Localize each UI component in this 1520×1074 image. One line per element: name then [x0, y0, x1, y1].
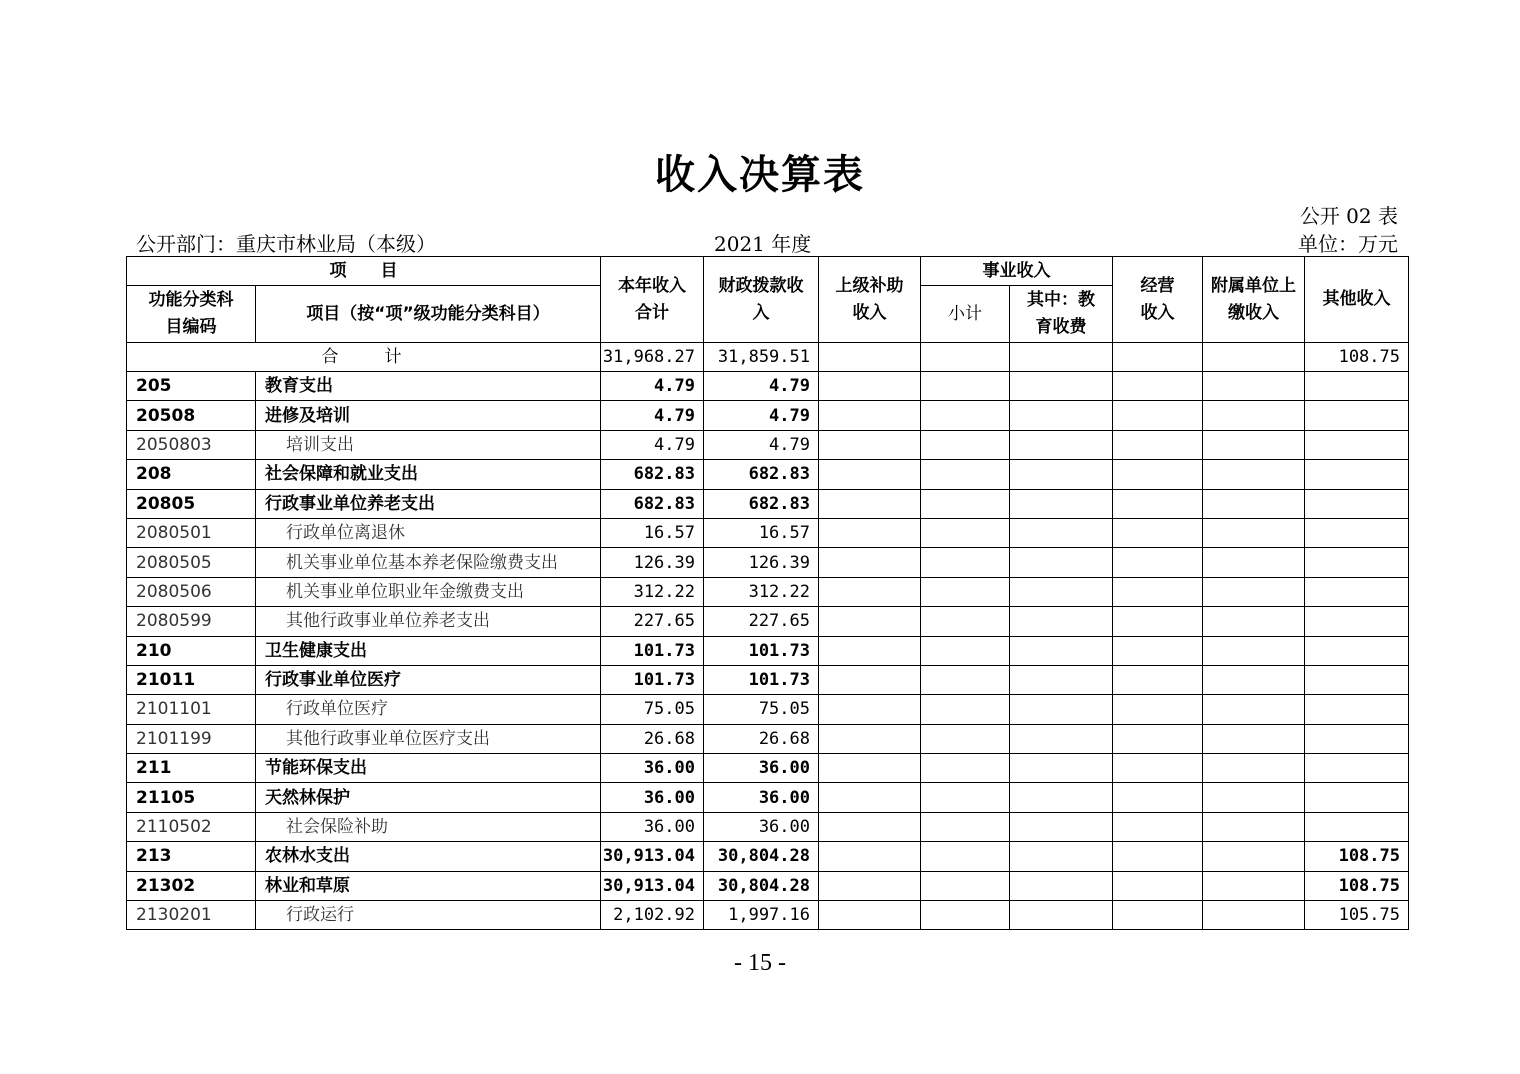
cell-fiscal: 36.00 — [704, 754, 819, 783]
cell-total: 4.79 — [601, 372, 704, 401]
table-row — [127, 577, 1409, 606]
cell-fiscal: 4.79 — [704, 372, 819, 401]
cell-total: 101.73 — [601, 665, 704, 694]
cell-subtotal — [921, 754, 1010, 783]
cell-operating — [1113, 401, 1203, 430]
table-row — [127, 754, 1409, 783]
cell-superior — [819, 901, 921, 930]
cell-other: 108.75 — [1305, 871, 1409, 900]
cell-other — [1305, 695, 1409, 724]
cell-superior — [819, 607, 921, 636]
cell-other — [1305, 401, 1409, 430]
cell-superior — [819, 695, 921, 724]
cell-superior — [819, 783, 921, 812]
cell-superior — [819, 754, 921, 783]
cell-edu-fee — [1010, 577, 1113, 606]
cell-edu-fee — [1010, 901, 1113, 930]
cell-code: 21011 — [127, 665, 256, 694]
cell-other: 108.75 — [1305, 842, 1409, 871]
cell-total: 26.68 — [601, 724, 704, 753]
cell-fiscal: 101.73 — [704, 665, 819, 694]
cell-edu-fee — [1010, 489, 1113, 518]
cell-subtotal — [921, 665, 1010, 694]
cell-total: 31,968.27 — [601, 343, 704, 372]
cell-other — [1305, 812, 1409, 841]
cell-affiliated — [1203, 871, 1305, 900]
cell-edu-fee — [1010, 607, 1113, 636]
cell-edu-fee — [1010, 695, 1113, 724]
header-total: 本年收入合计 — [601, 257, 704, 343]
cell-subtotal — [921, 430, 1010, 459]
cell-edu-fee — [1010, 518, 1113, 547]
cell-name: 社会保障和就业支出 — [256, 460, 601, 489]
cell-code: 2080599 — [127, 607, 256, 636]
cell-name: 行政单位离退休 — [256, 518, 601, 547]
unit-label: 单位：万元 — [1298, 232, 1398, 256]
cell-code: 2101101 — [127, 695, 256, 724]
cell-affiliated — [1203, 548, 1305, 577]
cell-name: 教育支出 — [256, 372, 601, 401]
cell-subtotal — [921, 401, 1010, 430]
header-subtotal: 小计 — [921, 286, 1010, 343]
cell-affiliated — [1203, 372, 1305, 401]
cell-operating — [1113, 460, 1203, 489]
cell-subtotal — [921, 783, 1010, 812]
cell-code: 210 — [127, 636, 256, 665]
cell-other — [1305, 372, 1409, 401]
cell-name: 天然林保护 — [256, 783, 601, 812]
cell-superior — [819, 401, 921, 430]
cell-affiliated — [1203, 754, 1305, 783]
cell-name: 行政事业单位医疗 — [256, 665, 601, 694]
header-operating: 经营收入 — [1113, 257, 1203, 343]
cell-subtotal — [921, 518, 1010, 547]
cell-subtotal — [921, 460, 1010, 489]
cell-name: 培训支出 — [256, 430, 601, 459]
cell-other — [1305, 607, 1409, 636]
header-name: 项目（按“项”级功能分类科目） — [256, 286, 601, 343]
cell-superior — [819, 665, 921, 694]
cell-other — [1305, 724, 1409, 753]
total-label: 合 计 — [127, 343, 601, 372]
cell-affiliated — [1203, 636, 1305, 665]
cell-superior — [819, 460, 921, 489]
cell-code: 20805 — [127, 489, 256, 518]
cell-edu-fee — [1010, 783, 1113, 812]
cell-other — [1305, 489, 1409, 518]
cell-subtotal — [921, 842, 1010, 871]
cell-subtotal — [921, 343, 1010, 372]
header-code: 功能分类科目编码 — [127, 286, 256, 343]
page-title: 收入决算表 — [655, 152, 865, 198]
cell-operating — [1113, 724, 1203, 753]
cell-affiliated — [1203, 489, 1305, 518]
cell-superior — [819, 372, 921, 401]
cell-total: 101.73 — [601, 636, 704, 665]
cell-fiscal: 1,997.16 — [704, 901, 819, 930]
cell-affiliated — [1203, 783, 1305, 812]
cell-operating — [1113, 577, 1203, 606]
cell-operating — [1113, 518, 1203, 547]
cell-fiscal: 312.22 — [704, 577, 819, 606]
cell-edu-fee — [1010, 871, 1113, 900]
page-number: - 15 - — [734, 950, 786, 976]
cell-subtotal — [921, 871, 1010, 900]
cell-edu-fee — [1010, 548, 1113, 577]
table-row — [127, 401, 1409, 430]
cell-total: 30,913.04 — [601, 871, 704, 900]
cell-superior — [819, 548, 921, 577]
table-body — [127, 343, 1409, 930]
table-row — [127, 812, 1409, 841]
cell-edu-fee — [1010, 842, 1113, 871]
cell-subtotal — [921, 812, 1010, 841]
cell-superior — [819, 489, 921, 518]
cell-superior — [819, 636, 921, 665]
cell-operating — [1113, 372, 1203, 401]
cell-edu-fee — [1010, 430, 1113, 459]
cell-fiscal: 126.39 — [704, 548, 819, 577]
cell-fiscal: 30,804.28 — [704, 871, 819, 900]
header-business: 事业收入 — [921, 257, 1113, 286]
cell-operating — [1113, 489, 1203, 518]
cell-operating — [1113, 695, 1203, 724]
cell-fiscal: 31,859.51 — [704, 343, 819, 372]
cell-superior — [819, 518, 921, 547]
cell-name: 卫生健康支出 — [256, 636, 601, 665]
cell-other — [1305, 430, 1409, 459]
cell-other — [1305, 577, 1409, 606]
cell-name: 社会保险补助 — [256, 812, 601, 841]
total-row — [127, 343, 1409, 372]
table-row — [127, 842, 1409, 871]
cell-total: 682.83 — [601, 489, 704, 518]
cell-name: 进修及培训 — [256, 401, 601, 430]
department-label: 公开部门：重庆市林业局（本级） — [136, 232, 436, 256]
cell-superior — [819, 577, 921, 606]
cell-fiscal: 227.65 — [704, 607, 819, 636]
table-row — [127, 372, 1409, 401]
cell-total: 2,102.92 — [601, 901, 704, 930]
table-row — [127, 518, 1409, 547]
cell-operating — [1113, 871, 1203, 900]
table-row — [127, 665, 1409, 694]
cell-name: 其他行政事业单位医疗支出 — [256, 724, 601, 753]
cell-affiliated — [1203, 812, 1305, 841]
cell-fiscal: 75.05 — [704, 695, 819, 724]
cell-edu-fee — [1010, 401, 1113, 430]
cell-subtotal — [921, 724, 1010, 753]
cell-total: 36.00 — [601, 812, 704, 841]
cell-superior — [819, 430, 921, 459]
fiscal-year: 2021 年度 — [714, 232, 812, 256]
cell-name: 行政事业单位养老支出 — [256, 489, 601, 518]
cell-name: 其他行政事业单位养老支出 — [256, 607, 601, 636]
cell-code: 2130201 — [127, 901, 256, 930]
cell-total: 126.39 — [601, 548, 704, 577]
cell-superior — [819, 724, 921, 753]
cell-affiliated — [1203, 518, 1305, 547]
cell-subtotal — [921, 695, 1010, 724]
header-affiliated: 附属单位上缴收入 — [1203, 257, 1305, 343]
cell-operating — [1113, 812, 1203, 841]
cell-superior — [819, 842, 921, 871]
cell-operating — [1113, 842, 1203, 871]
cell-code: 2080501 — [127, 518, 256, 547]
cell-affiliated — [1203, 430, 1305, 459]
cell-code: 2080505 — [127, 548, 256, 577]
cell-operating — [1113, 636, 1203, 665]
table-row — [127, 695, 1409, 724]
cell-fiscal: 30,804.28 — [704, 842, 819, 871]
cell-superior — [819, 343, 921, 372]
table-row — [127, 901, 1409, 930]
cell-subtotal — [921, 901, 1010, 930]
cell-name: 行政单位医疗 — [256, 695, 601, 724]
cell-affiliated — [1203, 460, 1305, 489]
cell-subtotal — [921, 548, 1010, 577]
cell-total: 16.57 — [601, 518, 704, 547]
cell-other — [1305, 754, 1409, 783]
cell-edu-fee — [1010, 372, 1113, 401]
cell-edu-fee — [1010, 724, 1113, 753]
header-edu-fee: 其中：教育收费 — [1010, 286, 1113, 343]
cell-total: 682.83 — [601, 460, 704, 489]
form-number: 公开 02 表 — [1299, 204, 1398, 228]
cell-total: 227.65 — [601, 607, 704, 636]
table-row — [127, 871, 1409, 900]
cell-other — [1305, 548, 1409, 577]
cell-affiliated — [1203, 695, 1305, 724]
cell-operating — [1113, 430, 1203, 459]
cell-total: 75.05 — [601, 695, 704, 724]
cell-edu-fee — [1010, 636, 1113, 665]
cell-fiscal: 682.83 — [704, 460, 819, 489]
cell-affiliated — [1203, 607, 1305, 636]
cell-code: 21105 — [127, 783, 256, 812]
cell-total: 4.79 — [601, 430, 704, 459]
cell-other: 105.75 — [1305, 901, 1409, 930]
header-other: 其他收入 — [1305, 257, 1409, 343]
header-superior: 上级补助收入 — [819, 257, 921, 343]
cell-fiscal: 682.83 — [704, 489, 819, 518]
cell-operating — [1113, 548, 1203, 577]
cell-code: 208 — [127, 460, 256, 489]
cell-total: 4.79 — [601, 401, 704, 430]
cell-edu-fee — [1010, 754, 1113, 783]
cell-edu-fee — [1010, 812, 1113, 841]
cell-affiliated — [1203, 842, 1305, 871]
cell-total: 36.00 — [601, 783, 704, 812]
cell-code: 211 — [127, 754, 256, 783]
cell-edu-fee — [1010, 343, 1113, 372]
cell-other — [1305, 518, 1409, 547]
cell-edu-fee — [1010, 665, 1113, 694]
cell-code: 2110502 — [127, 812, 256, 841]
cell-name: 节能环保支出 — [256, 754, 601, 783]
header-item: 项 目 — [127, 257, 601, 286]
cell-superior — [819, 812, 921, 841]
cell-fiscal: 36.00 — [704, 812, 819, 841]
cell-other — [1305, 783, 1409, 812]
income-table — [126, 256, 1409, 930]
cell-code: 20508 — [127, 401, 256, 430]
cell-other: 108.75 — [1305, 343, 1409, 372]
cell-operating — [1113, 607, 1203, 636]
cell-name: 林业和草原 — [256, 871, 601, 900]
cell-affiliated — [1203, 901, 1305, 930]
cell-total: 36.00 — [601, 754, 704, 783]
cell-code: 2050803 — [127, 430, 256, 459]
cell-name: 机关事业单位基本养老保险缴费支出 — [256, 548, 601, 577]
cell-code: 2101199 — [127, 724, 256, 753]
cell-total: 30,913.04 — [601, 842, 704, 871]
table-row — [127, 430, 1409, 459]
cell-code: 2080506 — [127, 577, 256, 606]
cell-fiscal: 101.73 — [704, 636, 819, 665]
cell-operating — [1113, 783, 1203, 812]
cell-name: 行政运行 — [256, 901, 601, 930]
table-row — [127, 724, 1409, 753]
cell-total: 312.22 — [601, 577, 704, 606]
table-row — [127, 489, 1409, 518]
cell-other — [1305, 460, 1409, 489]
cell-fiscal: 16.57 — [704, 518, 819, 547]
cell-operating — [1113, 754, 1203, 783]
cell-operating — [1113, 343, 1203, 372]
cell-fiscal: 4.79 — [704, 401, 819, 430]
table-row — [127, 607, 1409, 636]
table-header — [127, 257, 1409, 343]
cell-name: 农林水支出 — [256, 842, 601, 871]
cell-subtotal — [921, 636, 1010, 665]
cell-affiliated — [1203, 577, 1305, 606]
cell-fiscal: 26.68 — [704, 724, 819, 753]
cell-affiliated — [1203, 343, 1305, 372]
cell-subtotal — [921, 607, 1010, 636]
cell-subtotal — [921, 489, 1010, 518]
cell-code: 205 — [127, 372, 256, 401]
cell-operating — [1113, 665, 1203, 694]
cell-other — [1305, 636, 1409, 665]
cell-subtotal — [921, 577, 1010, 606]
table-row — [127, 460, 1409, 489]
cell-code: 213 — [127, 842, 256, 871]
cell-fiscal: 4.79 — [704, 430, 819, 459]
table-row — [127, 636, 1409, 665]
cell-subtotal — [921, 372, 1010, 401]
table-row — [127, 783, 1409, 812]
cell-other — [1305, 665, 1409, 694]
table-row — [127, 548, 1409, 577]
cell-edu-fee — [1010, 460, 1113, 489]
cell-affiliated — [1203, 665, 1305, 694]
cell-operating — [1113, 901, 1203, 930]
cell-affiliated — [1203, 401, 1305, 430]
header-fiscal: 财政拨款收入 — [704, 257, 819, 343]
cell-affiliated — [1203, 724, 1305, 753]
cell-fiscal: 36.00 — [704, 783, 819, 812]
cell-name: 机关事业单位职业年金缴费支出 — [256, 577, 601, 606]
cell-superior — [819, 871, 921, 900]
cell-code: 21302 — [127, 871, 256, 900]
